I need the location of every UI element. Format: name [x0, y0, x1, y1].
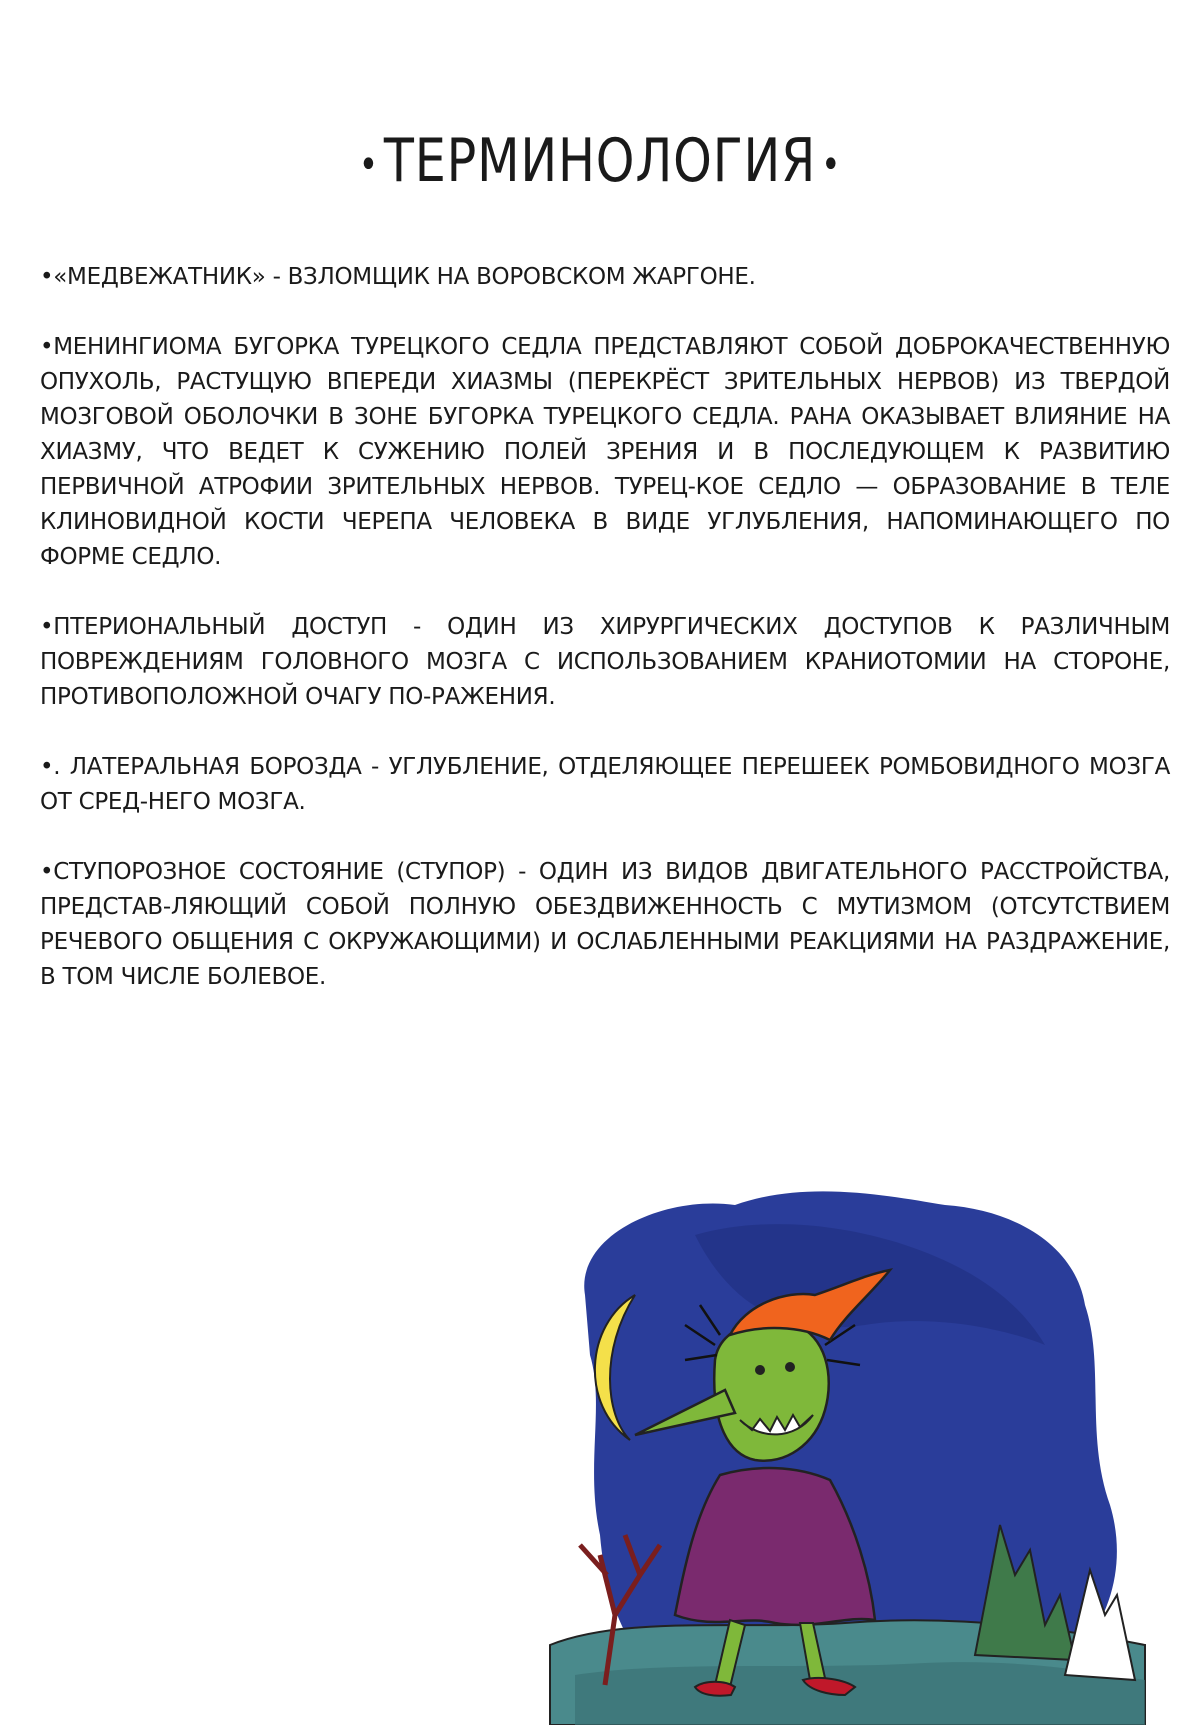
goblin-eye [755, 1365, 765, 1375]
ground-shade [575, 1662, 1145, 1725]
goblin-illustration [545, 1175, 1155, 1725]
terminology-list [40, 260, 1170, 1030]
term-paragraph: •СТУПОРОЗНОЕ СОСТОЯНИЕ (СТУПОР) - ОДИН ИЗ ВИДОВ ДВИГАТЕЛЬНОГО РАССТРОЙСТВА, ПРЕДСТАВ-ЛЯЮЩИЙ СОБОЙ ПОЛНУЮ ОБЕЗДВИЖЕННОСТЬ С МУТИЗМОМ (ОТСУТСТВИЕМ РЕЧЕВОГО ОБЩЕНИЯ С ОКРУЖАЮЩИМИ) И ОСЛАБЛЕННЫМИ РЕАКЦИЯМИ НА РАЗДРАЖЕНИЕ, В ТОМ ЧИСЛЕ БОЛЕВОЕ. [40, 859, 1170, 990]
page-title [108, 126, 1092, 196]
title-bullet-left: • [358, 141, 379, 188]
term-paragraph: •. ЛАТЕРАЛЬНАЯ БОРОЗДА - УГЛУБЛЕНИЕ, ОТДЕЛЯЮЩЕЕ ПЕРЕШЕЕК РОМБОВИДНОГО МОЗГА ОТ СРЕД-НЕГО МОЗГА. [40, 754, 1170, 815]
goblin-eye [785, 1362, 795, 1372]
term-paragraph: •ПТЕРИОНАЛЬНЫЙ ДОСТУП - ОДИН ИЗ ХИРУРГИЧЕСКИХ ДОСТУПОВ К РАЗЛИЧНЫМ ПОВРЕЖДЕНИЯМ ГОЛОВНОГО МОЗГА С ИСПОЛЬЗОВАНИЕМ КРАНИОТОМИИ НА СТОРОНЕ, ПРОТИВОПОЛОЖНОЙ ОЧАГУ ПО-РАЖЕНИЯ. [40, 614, 1170, 710]
term-paragraph: •«МЕДВЕЖАТНИК» - ВЗЛОМЩИК НА ВОРОВСКОМ ЖАРГОНЕ. [40, 264, 756, 290]
title-text: ТЕРМИНОЛОГИЯ [383, 126, 817, 197]
title-bullet-right: • [821, 141, 842, 188]
term-paragraph: •МЕНИНГИОМА БУГОРКА ТУРЕЦКОГО СЕДЛА ПРЕДСТАВЛЯЮТ СОБОЙ ДОБРОКАЧЕСТВЕННУЮ ОПУХОЛЬ, РАСТУЩУЮ ВПЕРЕДИ ХИАЗМЫ (ПЕРЕКРЁСТ ЗРИТЕЛЬНЫХ НЕРВОВ) ИЗ ТВЕРДОЙ МОЗГОВОЙ ОБОЛОЧКИ В ЗОНЕ БУГОРКА ТУРЕЦКОГО СЕДЛА. РАНА ОКАЗЫВАЕТ ВЛИЯНИЕ НА ХИАЗМУ, ЧТО ВЕДЕТ К СУЖЕНИЮ ПОЛЕЙ ЗРЕНИЯ И В ПОСЛЕДУЮЩЕМ К РАЗВИТИЮ ПЕРВИЧНОЙ АТРОФИИ ЗРИТЕЛЬНЫХ НЕРВОВ. ТУРЕЦ-КОЕ СЕДЛО — ОБРАЗОВАНИЕ В ТЕЛЕ КЛИНОВИДНОЙ КОСТИ ЧЕРЕПА ЧЕЛОВЕКА В ВИДЕ УГЛУБЛЕНИЯ, НАПОМИНАЮЩЕГО ПО ФОРМЕ СЕДЛО. [40, 334, 1170, 570]
